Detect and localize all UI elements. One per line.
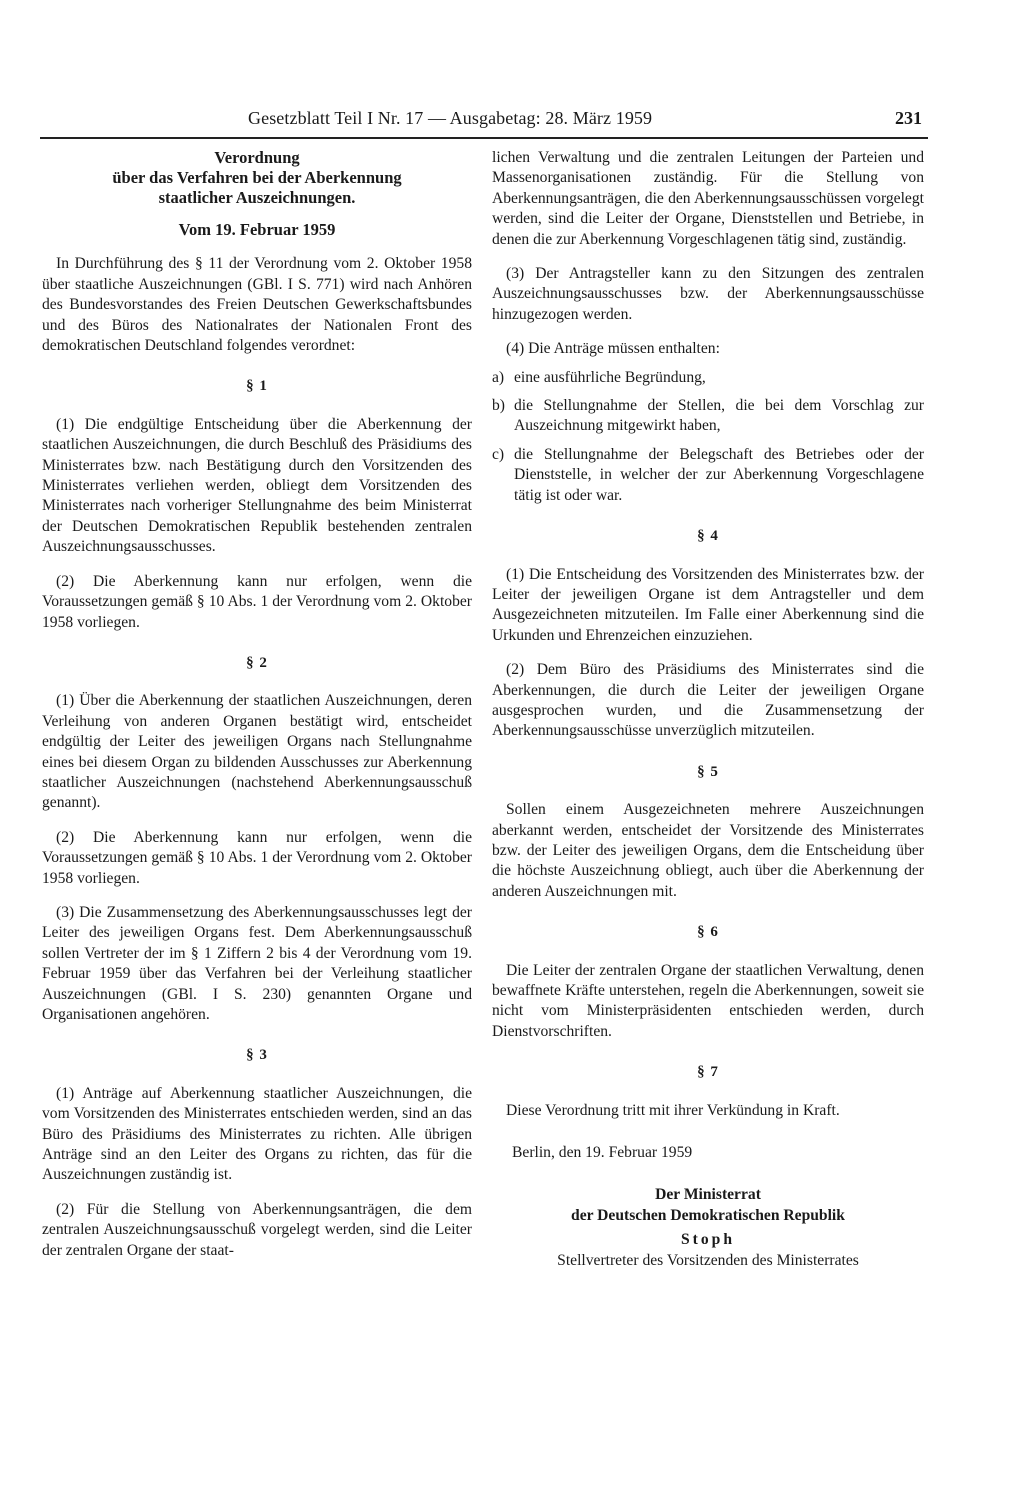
section-4-heading: § 4 [697,528,719,545]
header-rule [40,137,928,139]
section-3-paragraph-3: (3) Der Antragsteller kann zu den Sitzungen des zentralen Auszeichnungsausschusses bzw. der Aberkennungsausschüsse hinzugezogen werden. [492,265,924,323]
list-item-text: eine ausführliche Begründung, [514,368,706,386]
section-3-paragraph-1: (1) Anträge auf Aberkennung staatlicher Auszeichnungen, die vom Vorsitzenden des Ministerrates entschieden werden, sind an das Büro des Präsidiums des Ministerrates zu richten. Alle übrigen Anträge sind an den Leiter des Organs zu richten, das für die Auszeichnungen zuständig ist. [42,1084,472,1184]
section-2-heading: § 2 [246,654,268,671]
section-2-paragraph-3: (3) Die Zusammensetzung des Aberkennungsausschusses legt der Leiter des jeweiligen Organs fest. Dem Aberkennungsausschuß sollen Vertreter der im § 1 Ziffern 2 bis 4 der Verordnung vom 19. Februar 1959 über das Verfahren bei der Verleihung staatlicher Auszeichnungen (GBl. I S. 230) genannten Organe und Organisationen angehören. [42,903,472,1023]
list-item [492,368,924,388]
list-item-label: b) [492,397,505,415]
signature-block [492,1185,924,1271]
section-3-paragraph-2-start: (2) Für die Stellung von Aberkennungsanträgen, die dem zentralen Auszeichnungsausschuß vorgelegt werden, sind die Leiter der zentralen Organe der staat- [42,1200,472,1259]
section-3-paragraph-2-continued: lichen Verwaltung und die zentralen Leitungen der Parteien und Massenorganisationen zuständig. Für die Stellung von Aberkennungsanträgen, die den Aberkennungsausschüssen vorgelegt werden, sind die Leiter der Organe, Dienststellen und Betriebe, in denen die zur Aberkennung Vorgeschlagenen tätig sind, zuständig. [492,149,924,248]
section-6-paragraph-1: Die Leiter der zentralen Organe der staatlichen Verwaltung, denen bewaffnete Kräfte unterstehen, regeln die Aberkennungen, soweit sie nicht vom Ministerpräsidenten entschieden werden, durch Dienstvorschriften. [492,961,924,1040]
title-line-2: über das Verfahren bei der Aberkennung [112,168,402,187]
section-5-heading: § 5 [697,763,719,780]
section-2-paragraph-1: (1) Über die Aberkennung der staatlichen Auszeichnungen, deren Verleihung von anderen Organen bestätigt wird, entscheidet endgültig der Leiter des jeweiligen Organs nach Stellungnahme eines bei diesem Organ zu bildenden Ausschusses zur Aberkennung staatlicher Auszeichnungen (nachstehend Aberkennungsausschuß genannt). [42,692,472,812]
title-line-1: Verordnung [214,148,300,167]
section-1-paragraph-1: (1) Die endgültige Entscheidung über die Aberkennung der staatlichen Auszeichnungen, die durch Beschluß des Präsidiums des Ministerrates bzw. nach Bestätigung durch den Vorsitzenden des Ministerrates verliehen werden, obliegt dem Vorsitzenden des Ministerrates nach vorheriger Stellungnahme des beim Ministerrat der Deutschen Demokratischen Republik bestehenden zentralen Auszeichnungsausschusses. [42,415,472,556]
section-3-heading: § 3 [246,1047,268,1064]
list-item [492,396,924,437]
list-item-label: c) [492,445,505,463]
running-title: Gesetzblatt Teil I Nr. 17 — Ausgabetag: 28. März 1959 [248,108,653,128]
title-line-3: staatlicher Auszeichnungen. [158,188,356,207]
list-item-label: a) [492,368,505,386]
section-5-paragraph-1: Sollen einem Ausgezeichneten mehrere Auszeichnungen aberkannt werden, entscheidet der Vorsitzende des Ministerrates bzw. der Leiter des jeweiligen Organs, dem die Entscheidung über die höchste Auszeichnung obliegt, auch über die Aberkennung der anderen Auszeichnungen mit. [492,801,924,900]
signature-authority-line-1: Der Ministerrat [655,1186,761,1204]
page-header [248,102,928,136]
section-3-paragraph-4: (4) Die Anträge müssen enthalten: [506,340,720,358]
list-item [492,445,924,506]
decree-date: Vom 19. Februar 1959 [178,220,336,239]
place-and-date: Berlin, den 19. Februar 1959 [512,1144,693,1162]
signatory-name: Stoph [680,1231,735,1249]
section-1-heading: § 1 [246,378,268,395]
left-column [42,148,472,1275]
preamble: In Durchführung des § 11 der Verordnung vom 2. Oktober 1958 über staatliche Auszeichnungen (GBl. I S. 771) wird nach Anhören des Bundesvorstandes des Freien Deutschen Gewerkschaftsbundes und des Büros des Nationalrates der Nationalen Front des demokratischen Deutschland folgendes verordnet: [42,255,472,355]
section-7-heading: § 7 [697,1064,719,1081]
signature-authority-line-2: der Deutschen Demokratischen Republik [571,1206,845,1224]
section-7-paragraph-1: Diese Verordnung tritt mit ihrer Verkündung in Kraft. [506,1101,840,1119]
section-6-heading: § 6 [697,924,719,941]
right-column [492,148,924,1271]
section-2-paragraph-2: (2) Die Aberkennung kann nur erfolgen, wenn die Voraussetzungen gemäß § 10 Abs. 1 der Verordnung vom 2. Oktober 1958 vorliegen. [42,828,472,887]
section-1-paragraph-2: (2) Die Aberkennung kann nur erfolgen, wenn die Voraussetzungen gemäß § 10 Abs. 1 der Verordnung vom 2. Oktober 1958 vorliegen. [42,572,472,631]
page-number: 231 [895,108,922,128]
section-4-paragraph-1: (1) Die Entscheidung des Vorsitzenden des Ministerrates bzw. der Leiter der jeweiligen Organe ist dem Antragsteller und dem Ausgezeichneten mitzuteilen. Im Falle einer Aberkennung sind die Urkunden und Ehrenzeichen einzuziehen. [492,565,924,644]
list-item-text: die Stellungnahme der Stellen, die bei dem Vorschlag zur Auszeichnung mitgewirkt haben, [514,397,924,435]
signatory-role: Stellvertreter des Vorsitzenden des Ministerrates [557,1251,859,1269]
section-4-paragraph-2: (2) Dem Büro des Präsidiums des Ministerrates sind die Aberkennungen, die durch die Leiter der jeweiligen Organe ausgesprochen wurden, und die Zusammensetzung der Aberkennungsausschüsse unverzüglich mitzuteilen. [492,661,924,740]
list-item-text: die Stellungnahme der Belegschaft des Betriebes oder der Dienststelle, in welcher der zur Aberkennung Vorgeschlagene tätig ist oder war. [514,445,924,504]
